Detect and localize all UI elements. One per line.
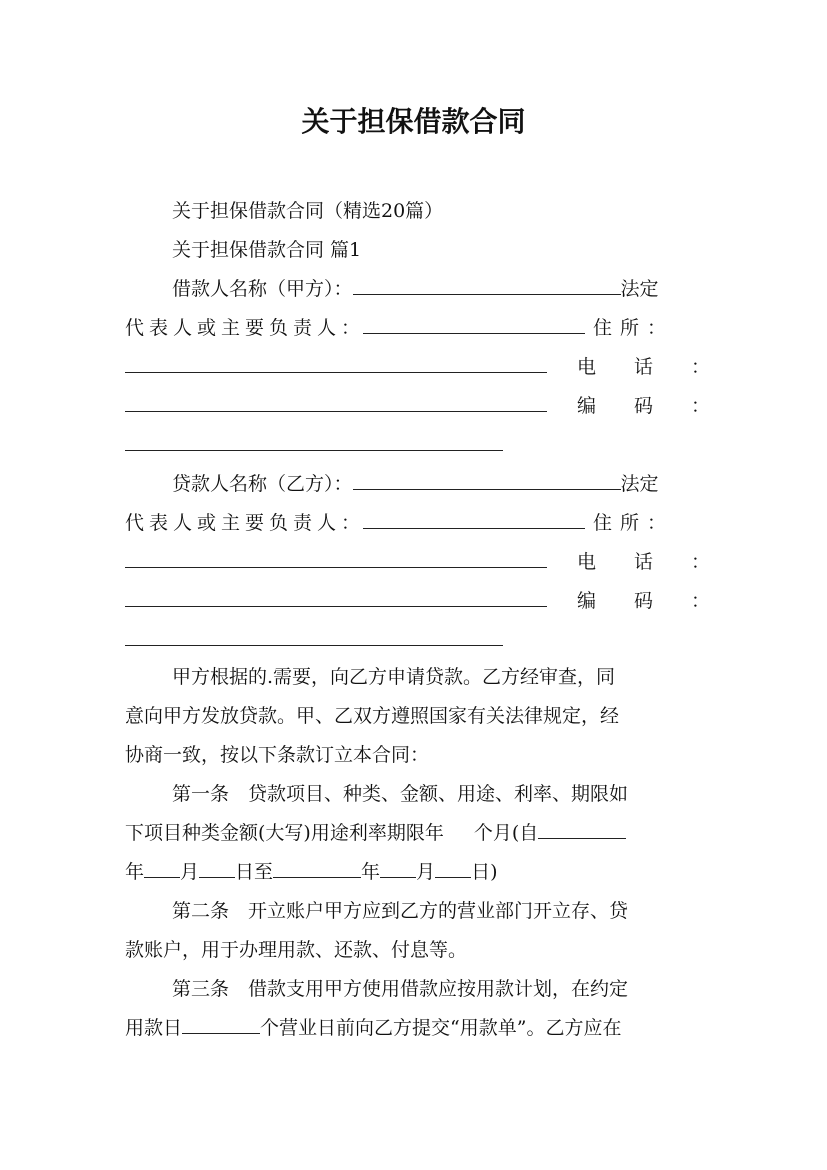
para-1-line-2: 意向甲方发放贷款。甲、乙双方遵照国家有关法律规定，经 <box>125 705 620 727</box>
article-1-day2-label: 日) <box>471 861 498 883</box>
party-a-rep-blank[interactable] <box>363 315 585 334</box>
party-b-phone-label: 电话： <box>577 551 749 573</box>
para-1-line-3: 协商一致，按以下条款订立本合同： <box>125 744 430 766</box>
para-1-line-1: 甲方根据的.需要，向乙方申请贷款。乙方经审查，同 <box>172 666 616 688</box>
article-1-line-3 <box>125 857 701 887</box>
party-a-legal-rep-tail: 法定 <box>620 278 659 300</box>
article-1-day-blank[interactable] <box>199 859 235 878</box>
party-a-address-blank[interactable] <box>125 354 547 373</box>
article-1-day-to-label: 日至 <box>235 861 274 883</box>
party-a-phone-blank[interactable] <box>125 393 547 412</box>
party-b-phone-line <box>125 586 749 616</box>
party-b-address-blank[interactable] <box>125 549 547 568</box>
article-1-start-year-blank[interactable] <box>538 820 626 839</box>
party-b-name-line <box>172 469 701 499</box>
party-a-name-label: 借款人名称（甲方）： <box>172 278 353 300</box>
party-b-name-blank[interactable] <box>353 471 621 490</box>
article-3-days-blank[interactable] <box>182 1015 260 1034</box>
party-a-phone-label: 电话： <box>577 356 749 378</box>
article-1-month-blank[interactable] <box>144 859 180 878</box>
intro-heading: 关于担保借款合同（精选20篇） <box>172 200 444 222</box>
party-b-postcode-label: 编码： <box>577 590 749 612</box>
article-3-line-2-b: 个营业日前向乙方提交“用款单”。乙方应在 <box>260 1017 622 1039</box>
article-1-end-year-blank[interactable] <box>273 859 361 878</box>
article-2-line-1: 第二条 开立账户甲方应到乙方的营业部门开立存、贷 <box>172 900 629 922</box>
party-a-postcode-line <box>125 430 701 460</box>
party-b-rep-blank[interactable] <box>363 510 585 529</box>
article-1-month2-label: 月 <box>416 861 436 883</box>
party-a-name-line <box>172 274 701 304</box>
article-1-line-2-a: 下项目种类金额(大写)用途利率期限年 <box>125 822 444 844</box>
article-1-line-2-b: 个月(自 <box>473 822 539 844</box>
article-3-line-2-a: 用款日 <box>125 1017 183 1039</box>
party-b-phone-blank[interactable] <box>125 588 547 607</box>
party-a-postcode-blank[interactable] <box>125 432 503 451</box>
article-1-end-day-blank[interactable] <box>435 859 471 878</box>
party-a-rep-line <box>125 313 701 343</box>
party-b-address-label: 住所： <box>593 512 675 534</box>
party-a-rep-label: 代表人或主要负责人： <box>125 317 366 339</box>
article-2-line-2: 款账户，用于办理用款、还款、付息等。 <box>125 939 468 961</box>
party-b-rep-label: 代表人或主要负责人： <box>125 512 366 534</box>
article-3-line-2 <box>125 1013 701 1043</box>
party-b-address-line <box>125 547 749 577</box>
party-a-postcode-label: 编码： <box>577 395 749 417</box>
section-heading: 关于担保借款合同 篇1 <box>172 239 362 261</box>
article-1-year-label: 年 <box>125 861 145 883</box>
article-1-end-month-blank[interactable] <box>380 859 416 878</box>
article-1-year2-label: 年 <box>361 861 381 883</box>
article-1-line-1: 第一条 贷款项目、种类、金额、用途、利率、期限如 <box>172 783 629 805</box>
party-b-name-label: 贷款人名称（乙方）： <box>172 473 353 495</box>
party-b-rep-line <box>125 508 701 538</box>
party-b-postcode-blank[interactable] <box>125 627 503 646</box>
article-1-line-2 <box>125 818 701 848</box>
document-title: 关于担保借款合同 <box>301 105 526 138</box>
party-b-postcode-line <box>125 625 701 655</box>
party-a-address-label: 住所： <box>593 317 675 339</box>
party-a-address-line <box>125 352 749 382</box>
article-3-line-1: 第三条 借款支用甲方使用借款应按用款计划，在约定 <box>172 978 629 1000</box>
party-b-legal-rep-tail: 法定 <box>620 473 659 495</box>
party-a-name-blank[interactable] <box>353 276 621 295</box>
article-1-month-label: 月 <box>180 861 200 883</box>
party-a-phone-line <box>125 391 749 421</box>
